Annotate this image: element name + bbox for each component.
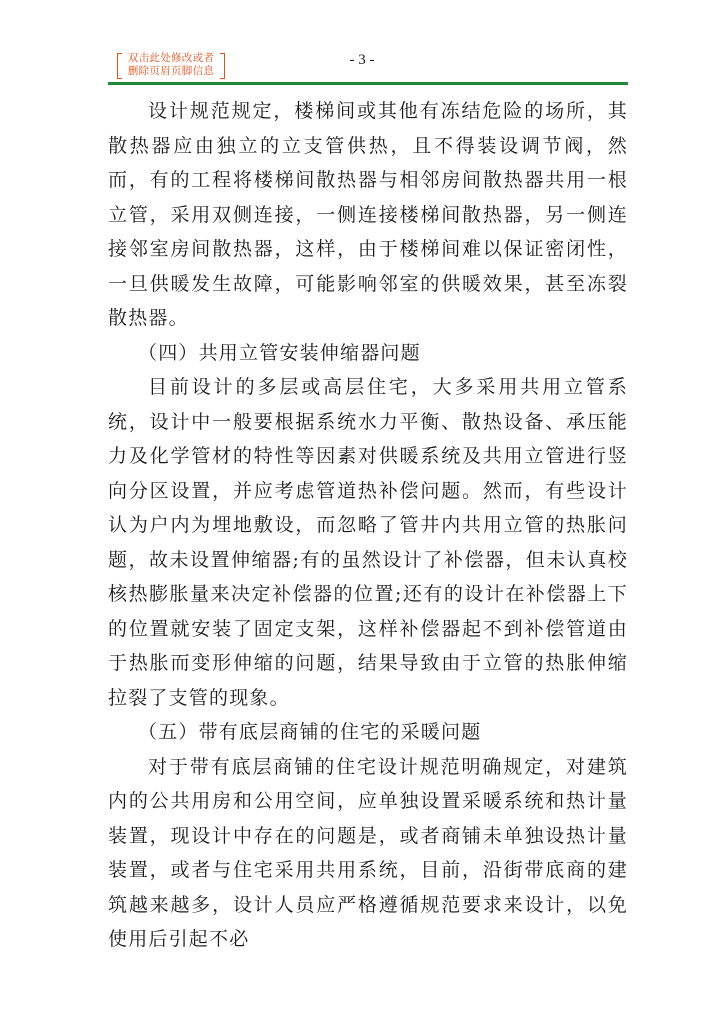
stamp-line-1: 双击此处修改或者 — [127, 52, 215, 64]
stamp-line-2: 删除页眉页脚信息 — [127, 65, 215, 77]
paragraph-stairwell-radiators: 设计规范规定，楼梯间或其他有冻结危险的场所，其散热器应由独立的立支管供热，且不得装设调节阀，然而，有的工程将楼梯间散热器与相邻房间散热器共用一根立管，采用双侧连接，一侧连接楼梯间散热器，另一侧连接邻室房间散热器，这样，由于楼梯间难以保证密闭性，一旦供暖发生故障，可能影响邻室的供暖效果，甚至冻裂散热器。 — [108, 100, 628, 329]
page-number: - 3 - — [349, 52, 375, 68]
header-divider — [108, 82, 628, 85]
heading-section-4: （四）共用立管安装伸缩器问题 — [138, 341, 421, 364]
paragraph-shared-riser-expansion: 目前设计的多层或高层住宅，大多采用共用立管系统，设计中一般要根据系统水力平衡、散热设备、承压能力及化学管材的特性等因素对供暖系统及共用立管进行竖向分区设置，并应考虑管道热补偿问题。然而，有些设计认为户内为埋地敷设，而忽略了管井内共用立管的热胀问题，故未设置伸缩器;有的虽然设计了补偿器，但未认真校核热膨胀量来决定补偿器的位置;还有的设计在补偿器上下的位置就安装了固定支架，这样补偿器起不到补偿管道由于热胀而变形伸缩的问题，结果导致由于立管的热胀伸缩拉裂了支管的现象。 — [108, 376, 628, 709]
paragraph-ground-floor-shops: 对于带有底层商铺的住宅设计规范明确规定，对建筑内的公共用房和公用空间，应单独设置采暖系统和热计量装置，现设计中存在的问题是，或者商铺未单独设热计量装置，或者与住宅采用共用系统，目前，沿街带底商的建筑越来越多，设计人员应严格遵循规范要求来设计，以免使用后引起不必 — [108, 755, 628, 950]
document-body — [108, 94, 628, 957]
heading-section-5: （五）带有底层商铺的住宅的采暖问题 — [138, 721, 482, 743]
